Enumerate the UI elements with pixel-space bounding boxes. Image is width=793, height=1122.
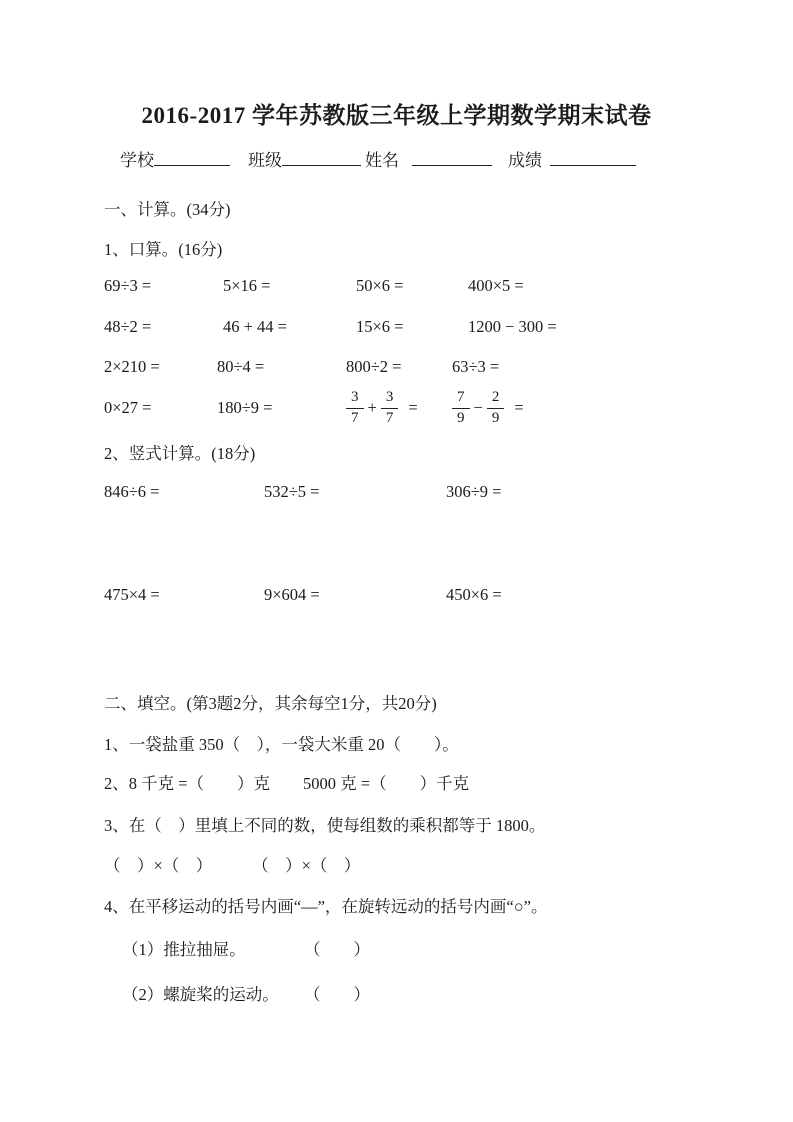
math-problem: 400×5 = <box>468 276 524 295</box>
fill-item-3-blanks <box>104 852 360 876</box>
math-problem: 1200 − 300 = <box>468 317 557 336</box>
fraction-subtraction-problem <box>452 389 652 427</box>
math-problem: 48÷2 = <box>104 317 152 336</box>
class-label: 班级 <box>248 151 282 170</box>
fraction: $\frac{2}{9}$ <box>487 389 505 427</box>
fraction: $\frac{3}{7}$ <box>381 389 399 427</box>
fill-item-4-sub-1 <box>122 936 370 960</box>
math-problem: 63÷3 = <box>452 357 500 376</box>
score-blank-line <box>550 150 636 166</box>
name-blank-line <box>412 150 492 166</box>
score-label: 成绩 <box>508 151 542 170</box>
math-problem: 532÷5 = <box>264 482 320 501</box>
student-info-row <box>120 146 636 171</box>
school-label: 学校 <box>120 151 154 170</box>
math-problem: 9×604 = <box>264 585 320 604</box>
math-problem: 800÷2 = <box>346 357 402 376</box>
oral-row-2 <box>104 317 668 337</box>
school-blank-line <box>154 150 230 166</box>
vertical-row-2 <box>104 585 646 605</box>
math-problem: 50×6 = <box>356 276 404 295</box>
math-problem: 80÷4 = <box>217 357 265 376</box>
math-problem: 306÷9 = <box>446 482 502 501</box>
oral-row-4 <box>104 384 652 432</box>
fraction-addition-problem <box>346 389 452 427</box>
fill-item-4-sub-2 <box>122 981 370 1005</box>
class-blank-line <box>282 150 361 166</box>
fill-item-2: 2、8 千克 =（ ）克 5000 克 =（ ）千克 <box>104 774 470 793</box>
section-fill-heading: 二、填空。(第3题2分，其余每空1分，共20分) <box>104 694 437 713</box>
fill-item-3: 3、在（ ）里填上不同的数，使每组数的乘积都等于 1800。 <box>104 816 546 835</box>
blank-product-pair: （ ）×（ ） <box>260 856 361 875</box>
math-problem: 15×6 = <box>356 317 404 336</box>
math-problem: 5×16 = <box>223 276 271 295</box>
math-problem: 2×210 = <box>104 357 160 376</box>
vertical-row-1 <box>104 482 646 502</box>
answer-blank: （ ） <box>304 940 370 959</box>
blank-product-pair: （ ）×（ ） <box>104 856 213 875</box>
math-problem: 846÷6 = <box>104 482 160 501</box>
math-problem: 180÷9 = <box>217 398 273 417</box>
math-problem: 0×27 = <box>104 398 152 417</box>
sub-item-label: （2）螺旋桨的运动。 <box>122 985 279 1004</box>
sub-item-label: （1）推拉抽屉。 <box>122 940 246 959</box>
equals-sign: = <box>514 398 524 417</box>
fill-item-4: 4、在平移运动的括号内画“—”，在旋转远动的括号内画“○”。 <box>104 897 548 916</box>
oral-row-1 <box>104 276 668 296</box>
oral-row-3 <box>104 357 652 377</box>
operator: − <box>473 398 483 417</box>
math-problem: 475×4 = <box>104 585 160 604</box>
fraction: $\frac{7}{9}$ <box>452 389 470 427</box>
operator: + <box>367 398 377 417</box>
math-problem: 46 + 44 = <box>223 317 287 336</box>
equals-sign: = <box>408 398 418 417</box>
fraction: $\frac{3}{7}$ <box>346 389 364 427</box>
answer-blank: （ ） <box>304 985 370 1004</box>
math-problem: 450×6 = <box>446 585 502 604</box>
section-calc-heading: 一、计算。(34分) <box>104 200 231 219</box>
oral-calc-heading: 1、口算。(16分) <box>104 240 223 259</box>
fill-item-1: 1、一袋盐重 350（ ），一袋大米重 20（ ）。 <box>104 735 459 754</box>
math-problem: 69÷3 = <box>104 276 152 295</box>
vertical-calc-heading: 2、竖式计算。(18分) <box>104 444 256 463</box>
name-label: 姓名 <box>365 151 399 170</box>
page-title: 2016-2017 学年苏教版三年级上学期数学期末试卷 <box>141 103 652 128</box>
